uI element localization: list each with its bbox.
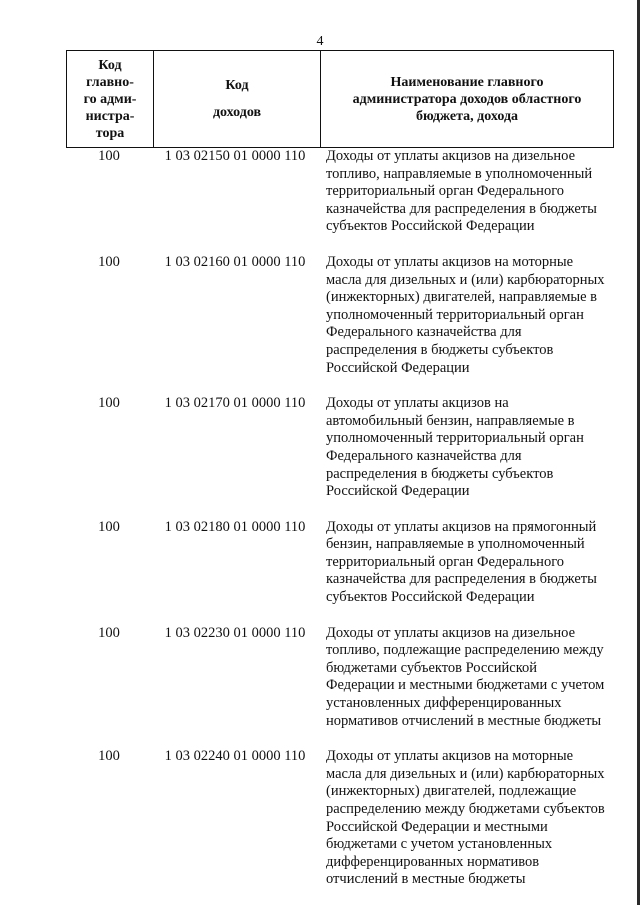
header-income-code-line1: Код — [225, 78, 249, 93]
header-admin-code: Код главно- го адми- нистра- тора — [67, 51, 154, 147]
table-row — [66, 625, 614, 731]
income-name-cell: Доходы от уплаты акцизов на автомобильный бензин, направляемые в уполномоченный территориальный орган Федерального казначейства для распределения в бюджеты субъектов Российской Федерации — [326, 395, 584, 500]
table-row — [66, 519, 614, 607]
income-name-cell: Доходы от уплаты акцизов на моторные масла для дизельных и (или) карбюраторных (инжекторных) двигателей, направляемые в уполномоченный территориальный орган Федерального казначейства для распределения в бюджеты субъектов Российской Федерации — [326, 253, 605, 376]
income-code-cell: 1 03 02180 01 0000 110 — [164, 518, 306, 535]
header-income-code-line2: доходов — [212, 105, 262, 120]
income-name-cell: Доходы от уплаты акцизов на дизельное топливо, подлежащие распределению между бюджетами субъектов Российской Федерации и местными бюджетами с учетом установленных дифференцированных нормативов отчислений в местные бюджеты — [326, 624, 605, 729]
income-code-cell: 1 03 02240 01 0000 110 — [164, 748, 306, 765]
admin-code-cell: 100 — [98, 748, 120, 765]
table-row — [66, 748, 614, 889]
page-number: 4 — [316, 34, 324, 49]
income-code-cell: 1 03 02150 01 0000 110 — [164, 148, 306, 164]
income-code-cell: 1 03 02170 01 0000 110 — [164, 395, 306, 412]
admin-code-cell: 100 — [98, 395, 120, 412]
admin-code-cell: 100 — [98, 518, 120, 535]
admin-code-cell: 100 — [98, 624, 120, 641]
table-row — [66, 148, 614, 236]
header-administrator-name: Наименование главного администратора доходов областного бюджета, дохода — [352, 74, 582, 124]
admin-code-cell: 100 — [98, 148, 120, 164]
table-row — [66, 254, 614, 377]
income-code-cell: 1 03 02160 01 0000 110 — [164, 253, 306, 270]
table-row — [66, 395, 614, 501]
income-name-cell: Доходы от уплаты акцизов на прямогонный бензин, направляемые в уполномоченный территориальный орган Федерального казначейства для распределения в бюджеты субъектов Российской Федерации — [326, 518, 597, 606]
income-code-cell: 1 03 02230 01 0000 110 — [164, 624, 306, 641]
income-name-cell: Доходы от уплаты акцизов на дизельное топливо, направляемые в уполномоченный территориальный орган Федерального казначейства для распределения в бюджеты субъектов Российской Федерации — [326, 148, 597, 235]
table-body — [66, 148, 614, 907]
income-name-cell: Доходы от уплаты акцизов на моторные масла для дизельных и (или) карбюраторных (инжекторных) двигателей, подлежащие распределению между бюджетами субъектов Российской Федерации и местными бюджетами с учетом установленных дифференцированных нормативов отчислений в местные бюджеты — [326, 748, 605, 888]
admin-code-cell: 100 — [98, 253, 120, 270]
table-header — [66, 50, 614, 148]
header-income-code — [154, 51, 321, 147]
